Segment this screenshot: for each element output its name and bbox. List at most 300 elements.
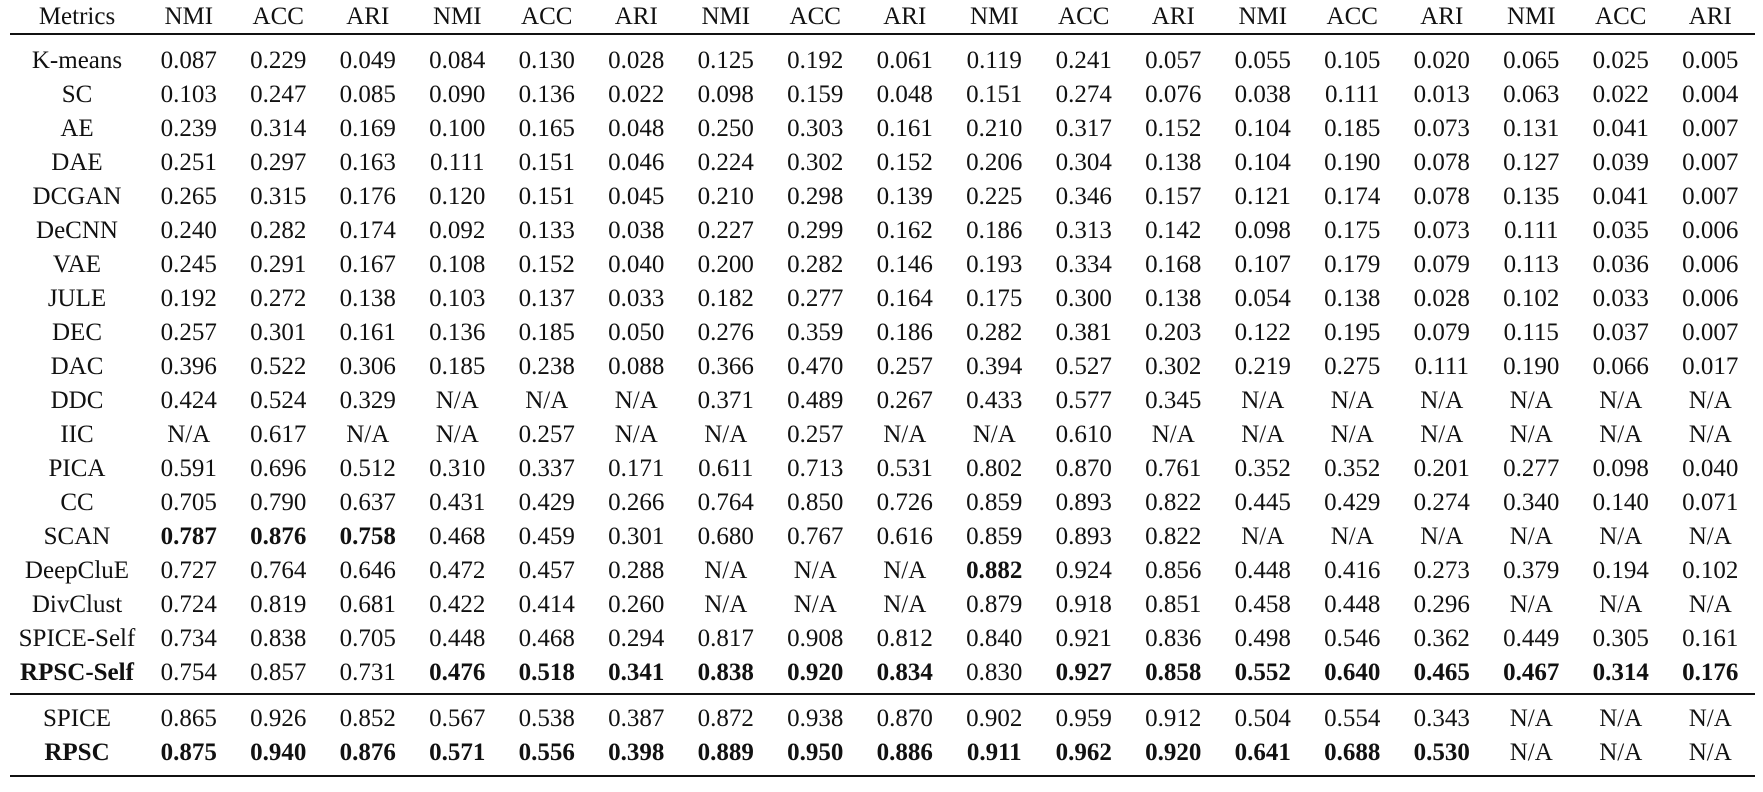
header-ari-11: ARI bbox=[1129, 0, 1219, 34]
metric-value: N/A bbox=[435, 420, 479, 448]
metric-value: N/A bbox=[1509, 522, 1553, 550]
metric-value: 0.819 bbox=[250, 590, 307, 618]
metric-value: 0.265 bbox=[160, 182, 217, 210]
metric-value: 0.224 bbox=[697, 148, 754, 176]
metric-value: N/A bbox=[525, 386, 569, 414]
metric-value: 0.726 bbox=[876, 488, 933, 516]
metric-value: N/A bbox=[704, 590, 748, 618]
metric-value: 0.241 bbox=[1055, 46, 1112, 74]
metric-value: 0.950 bbox=[771, 735, 861, 776]
full-methods-group bbox=[10, 694, 1755, 776]
metric-value: 0.611 bbox=[698, 454, 754, 482]
table-row bbox=[10, 179, 1755, 213]
metric-value: N/A bbox=[1688, 420, 1732, 448]
metric-value: N/A bbox=[435, 386, 479, 414]
metric-value: N/A bbox=[883, 590, 927, 618]
results-table-container bbox=[10, 0, 1755, 777]
table-row bbox=[10, 735, 1755, 776]
metric-value: 0.040 bbox=[608, 250, 665, 278]
metric-value: 0.135 bbox=[1503, 182, 1560, 210]
method-name: DEC bbox=[52, 318, 102, 346]
header-ari-14: ARI bbox=[1397, 0, 1487, 34]
metric-value: 0.098 bbox=[697, 80, 754, 108]
metric-value: 0.136 bbox=[429, 318, 486, 346]
table-row bbox=[10, 417, 1755, 451]
metric-value: 0.298 bbox=[787, 182, 844, 210]
metric-value: N/A bbox=[1509, 420, 1553, 448]
metric-value: N/A bbox=[793, 556, 837, 584]
metric-value: 0.063 bbox=[1503, 80, 1560, 108]
metric-value: 0.119 bbox=[966, 46, 1022, 74]
metric-value: 0.571 bbox=[413, 735, 503, 776]
metric-value: 0.078 bbox=[1413, 148, 1470, 176]
metric-value: 0.165 bbox=[518, 114, 575, 142]
metric-value: 0.065 bbox=[1503, 46, 1560, 74]
metric-value: 0.640 bbox=[1324, 658, 1381, 686]
metric-value: N/A bbox=[1420, 420, 1464, 448]
metric-value: 0.296 bbox=[1413, 590, 1470, 618]
metric-value: 0.317 bbox=[1055, 114, 1112, 142]
metric-value: 0.754 bbox=[160, 658, 217, 686]
metric-value: 0.448 bbox=[429, 624, 486, 652]
metric-value: 0.902 bbox=[950, 694, 1040, 735]
metric-value: 0.079 bbox=[1413, 250, 1470, 278]
metric-value: 0.591 bbox=[160, 454, 217, 482]
metric-value: 0.033 bbox=[608, 284, 665, 312]
metric-value: 0.724 bbox=[160, 590, 217, 618]
metric-value: 0.567 bbox=[413, 694, 503, 735]
metric-value: N/A bbox=[1688, 590, 1732, 618]
metric-value: 0.705 bbox=[160, 488, 217, 516]
table-row bbox=[10, 315, 1755, 349]
metric-value: 0.169 bbox=[339, 114, 396, 142]
metric-value: N/A bbox=[1666, 694, 1756, 735]
metric-value: 0.927 bbox=[1055, 658, 1112, 686]
metric-value: 0.090 bbox=[429, 80, 486, 108]
metric-value: 0.140 bbox=[1592, 488, 1649, 516]
metric-value: 0.049 bbox=[339, 46, 396, 74]
header-nmi-12: NMI bbox=[1218, 0, 1308, 34]
table-row bbox=[10, 77, 1755, 111]
metric-value: 0.225 bbox=[966, 182, 1023, 210]
metric-value: 0.022 bbox=[1592, 80, 1649, 108]
metric-value: 0.300 bbox=[1055, 284, 1112, 312]
metric-value: 0.176 bbox=[1682, 658, 1739, 686]
metric-value: N/A bbox=[1487, 735, 1577, 776]
metric-value: 0.250 bbox=[697, 114, 754, 142]
table-row bbox=[10, 621, 1755, 655]
metric-value: 0.882 bbox=[966, 556, 1023, 584]
metric-value: 0.239 bbox=[160, 114, 217, 142]
metric-value: 0.162 bbox=[876, 216, 933, 244]
metric-value: 0.076 bbox=[1145, 80, 1202, 108]
table-row bbox=[10, 34, 1755, 77]
metric-value: 0.006 bbox=[1682, 216, 1739, 244]
metric-value: 0.962 bbox=[1039, 735, 1129, 776]
metric-value: 0.713 bbox=[787, 454, 844, 482]
metric-value: 0.084 bbox=[429, 46, 486, 74]
metric-value: 0.764 bbox=[250, 556, 307, 584]
metric-value: 0.007 bbox=[1682, 114, 1739, 142]
metric-value: 0.104 bbox=[1234, 148, 1291, 176]
header-metrics: Metrics bbox=[10, 0, 144, 34]
metric-value: 0.035 bbox=[1592, 216, 1649, 244]
metric-value: 0.646 bbox=[339, 556, 396, 584]
metric-value: 0.020 bbox=[1413, 46, 1470, 74]
metric-value: 0.192 bbox=[160, 284, 217, 312]
metric-value: 0.194 bbox=[1592, 556, 1649, 584]
metric-value: 0.037 bbox=[1592, 318, 1649, 346]
header-acc-7: ACC bbox=[771, 0, 861, 34]
metric-value: 0.038 bbox=[608, 216, 665, 244]
metric-value: 0.616 bbox=[876, 522, 933, 550]
metric-value: 0.314 bbox=[250, 114, 307, 142]
metric-value: 0.458 bbox=[1234, 590, 1291, 618]
metric-value: 0.518 bbox=[518, 658, 575, 686]
metric-value: 0.893 bbox=[1055, 522, 1112, 550]
metric-value: 0.872 bbox=[681, 694, 771, 735]
table-row bbox=[10, 383, 1755, 417]
metric-value: 0.938 bbox=[771, 694, 861, 735]
table-row bbox=[10, 213, 1755, 247]
metric-value: 0.838 bbox=[250, 624, 307, 652]
metric-value: 0.637 bbox=[339, 488, 396, 516]
metric-value: N/A bbox=[883, 556, 927, 584]
metric-value: 0.161 bbox=[339, 318, 396, 346]
metric-value: 0.138 bbox=[1145, 284, 1202, 312]
metric-value: N/A bbox=[1241, 386, 1285, 414]
method-name: DeCNN bbox=[36, 216, 118, 244]
metric-value: 0.876 bbox=[323, 735, 413, 776]
metric-value: 0.185 bbox=[1324, 114, 1381, 142]
metric-value: 0.131 bbox=[1503, 114, 1560, 142]
metric-value: 0.006 bbox=[1682, 284, 1739, 312]
method-name: SPICE bbox=[10, 694, 144, 735]
metric-value: 0.164 bbox=[876, 284, 933, 312]
metric-value: 0.210 bbox=[697, 182, 754, 210]
metric-value: 0.185 bbox=[518, 318, 575, 346]
metric-value: 0.790 bbox=[250, 488, 307, 516]
method-name: SC bbox=[61, 80, 93, 108]
metric-value: 0.334 bbox=[1055, 250, 1112, 278]
metric-value: 0.641 bbox=[1218, 735, 1308, 776]
metric-value: 0.448 bbox=[1324, 590, 1381, 618]
metric-value: 0.045 bbox=[608, 182, 665, 210]
metric-value: 0.168 bbox=[1145, 250, 1202, 278]
metric-value: 0.088 bbox=[608, 352, 665, 380]
metric-value: 0.161 bbox=[1682, 624, 1739, 652]
metric-value: 0.394 bbox=[966, 352, 1023, 380]
metric-value: 0.448 bbox=[1234, 556, 1291, 584]
table-row bbox=[10, 111, 1755, 145]
metric-value: 0.219 bbox=[1234, 352, 1291, 380]
metric-value: 0.822 bbox=[1145, 488, 1202, 516]
metric-value: 0.912 bbox=[1129, 694, 1219, 735]
metric-value: 0.171 bbox=[608, 454, 665, 482]
metric-value: 0.113 bbox=[1503, 250, 1559, 278]
table-row bbox=[10, 145, 1755, 179]
header-ari-5: ARI bbox=[592, 0, 682, 34]
metric-value: 0.414 bbox=[518, 590, 575, 618]
metric-value: 0.055 bbox=[1234, 46, 1291, 74]
header-ari-8: ARI bbox=[860, 0, 950, 34]
metric-value: 0.468 bbox=[429, 522, 486, 550]
header-acc-4: ACC bbox=[502, 0, 592, 34]
metric-value: 0.297 bbox=[250, 148, 307, 176]
metric-value: 0.048 bbox=[876, 80, 933, 108]
method-name: K-means bbox=[31, 46, 123, 74]
metric-value: 0.041 bbox=[1592, 114, 1649, 142]
metric-value: 0.918 bbox=[1055, 590, 1112, 618]
metric-value: 0.315 bbox=[250, 182, 307, 210]
metric-value: 0.022 bbox=[608, 80, 665, 108]
metric-value: N/A bbox=[1576, 694, 1666, 735]
metric-value: 0.301 bbox=[608, 522, 665, 550]
metric-value: 0.920 bbox=[1129, 735, 1219, 776]
metric-value: 0.314 bbox=[1592, 658, 1649, 686]
metric-value: 0.111 bbox=[430, 148, 485, 176]
metric-value: 0.087 bbox=[160, 46, 217, 74]
metric-value: 0.352 bbox=[1324, 454, 1381, 482]
metric-value: 0.282 bbox=[250, 216, 307, 244]
metric-value: 0.046 bbox=[608, 148, 665, 176]
header-nmi-6: NMI bbox=[681, 0, 771, 34]
metric-value: N/A bbox=[883, 420, 927, 448]
metric-value: 0.870 bbox=[1055, 454, 1112, 482]
metric-value: 0.174 bbox=[339, 216, 396, 244]
metric-value: 0.921 bbox=[1055, 624, 1112, 652]
metric-value: 0.476 bbox=[429, 658, 486, 686]
metric-value: N/A bbox=[1599, 590, 1643, 618]
metric-value: 0.257 bbox=[160, 318, 217, 346]
metric-value: 0.238 bbox=[518, 352, 575, 380]
method-name: RPSC bbox=[10, 735, 144, 776]
metric-value: N/A bbox=[793, 590, 837, 618]
metric-value: 0.152 bbox=[1145, 114, 1202, 142]
metric-value: 0.192 bbox=[787, 46, 844, 74]
metric-value: 0.470 bbox=[787, 352, 844, 380]
metric-value: 0.893 bbox=[1055, 488, 1112, 516]
method-name: DivClust bbox=[31, 590, 123, 618]
metric-value: 0.688 bbox=[1308, 735, 1398, 776]
metric-value: 0.071 bbox=[1682, 488, 1739, 516]
metric-value: 0.276 bbox=[697, 318, 754, 346]
metric-value: 0.108 bbox=[429, 250, 486, 278]
metric-value: 0.138 bbox=[1145, 148, 1202, 176]
metric-value: 0.017 bbox=[1682, 352, 1739, 380]
metric-value: 0.102 bbox=[1503, 284, 1560, 312]
metric-value: 0.186 bbox=[876, 318, 933, 346]
metric-value: 0.838 bbox=[697, 658, 754, 686]
metric-value: 0.422 bbox=[429, 590, 486, 618]
metric-value: 0.705 bbox=[339, 624, 396, 652]
method-name: DAC bbox=[50, 352, 104, 380]
metric-value: N/A bbox=[1241, 522, 1285, 550]
metric-value: N/A bbox=[167, 420, 211, 448]
metric-value: 0.291 bbox=[250, 250, 307, 278]
header-acc-10: ACC bbox=[1039, 0, 1129, 34]
metric-value: 0.879 bbox=[966, 590, 1023, 618]
metric-value: 0.371 bbox=[697, 386, 754, 414]
metric-value: 0.107 bbox=[1234, 250, 1291, 278]
metric-value: 0.005 bbox=[1682, 46, 1739, 74]
metric-value: 0.758 bbox=[339, 522, 396, 550]
metric-value: 0.876 bbox=[250, 522, 307, 550]
metric-value: 0.498 bbox=[1234, 624, 1291, 652]
metric-value: 0.858 bbox=[1145, 658, 1202, 686]
metric-value: 0.102 bbox=[1682, 556, 1739, 584]
metric-value: N/A bbox=[1599, 420, 1643, 448]
method-name: SCAN bbox=[43, 522, 111, 550]
method-name: IIC bbox=[60, 420, 94, 448]
metric-value: 0.210 bbox=[966, 114, 1023, 142]
metric-value: 0.103 bbox=[160, 80, 217, 108]
metric-value: 0.379 bbox=[1503, 556, 1560, 584]
metric-value: 0.061 bbox=[876, 46, 933, 74]
metric-value: 0.028 bbox=[608, 46, 665, 74]
metric-value: 0.098 bbox=[1234, 216, 1291, 244]
metric-value: 0.680 bbox=[697, 522, 754, 550]
metric-value: N/A bbox=[1420, 522, 1464, 550]
metric-value: 0.175 bbox=[966, 284, 1023, 312]
metric-value: 0.130 bbox=[518, 46, 575, 74]
metric-value: 0.179 bbox=[1324, 250, 1381, 278]
metric-value: 0.424 bbox=[160, 386, 217, 414]
metric-value: 0.870 bbox=[860, 694, 950, 735]
metric-value: 0.310 bbox=[429, 454, 486, 482]
metric-value: 0.524 bbox=[250, 386, 307, 414]
metric-value: 0.138 bbox=[339, 284, 396, 312]
metric-value: 0.159 bbox=[787, 80, 844, 108]
table-row bbox=[10, 451, 1755, 485]
metric-value: 0.920 bbox=[787, 658, 844, 686]
metric-value: 0.190 bbox=[1324, 148, 1381, 176]
metric-value: 0.911 bbox=[950, 735, 1040, 776]
method-name: DCGAN bbox=[32, 182, 122, 210]
metric-value: N/A bbox=[1330, 522, 1374, 550]
header-row bbox=[10, 0, 1755, 34]
metric-value: 0.387 bbox=[592, 694, 682, 735]
metric-value: 0.802 bbox=[966, 454, 1023, 482]
header-acc-16: ACC bbox=[1576, 0, 1666, 34]
header-nmi-15: NMI bbox=[1487, 0, 1577, 34]
metric-value: 0.266 bbox=[608, 488, 665, 516]
metric-value: 0.294 bbox=[608, 624, 665, 652]
metric-value: 0.306 bbox=[339, 352, 396, 380]
metric-value: N/A bbox=[614, 386, 658, 414]
metric-value: 0.152 bbox=[876, 148, 933, 176]
metric-value: 0.305 bbox=[1592, 624, 1649, 652]
metric-value: 0.122 bbox=[1234, 318, 1291, 346]
metric-value: N/A bbox=[1509, 590, 1553, 618]
metric-value: 0.006 bbox=[1682, 250, 1739, 278]
metric-value: 0.859 bbox=[966, 522, 1023, 550]
metric-value: 0.468 bbox=[518, 624, 575, 652]
metric-value: 0.343 bbox=[1397, 694, 1487, 735]
table-row bbox=[10, 553, 1755, 587]
metric-value: 0.257 bbox=[876, 352, 933, 380]
metric-value: 0.025 bbox=[1592, 46, 1649, 74]
metric-value: N/A bbox=[1509, 386, 1553, 414]
metric-value: N/A bbox=[1599, 386, 1643, 414]
metric-value: 0.200 bbox=[697, 250, 754, 278]
metric-value: 0.007 bbox=[1682, 318, 1739, 346]
metric-value: 0.257 bbox=[518, 420, 575, 448]
metric-value: 0.163 bbox=[339, 148, 396, 176]
metric-value: N/A bbox=[1688, 522, 1732, 550]
metric-value: 0.057 bbox=[1145, 46, 1202, 74]
metric-value: 0.111 bbox=[1504, 216, 1559, 244]
metric-value: 0.151 bbox=[966, 80, 1023, 108]
metric-value: 0.926 bbox=[234, 694, 324, 735]
metric-value: 0.273 bbox=[1413, 556, 1470, 584]
metric-value: 0.875 bbox=[144, 735, 234, 776]
metric-value: 0.151 bbox=[518, 148, 575, 176]
metric-value: 0.577 bbox=[1055, 386, 1112, 414]
table-row bbox=[10, 247, 1755, 281]
metric-value: N/A bbox=[1666, 735, 1756, 776]
metric-value: 0.007 bbox=[1682, 182, 1739, 210]
metric-value: N/A bbox=[614, 420, 658, 448]
header-acc-13: ACC bbox=[1308, 0, 1398, 34]
metric-value: 0.836 bbox=[1145, 624, 1202, 652]
metric-value: 0.313 bbox=[1055, 216, 1112, 244]
header-ari-17: ARI bbox=[1666, 0, 1756, 34]
metric-value: 0.157 bbox=[1145, 182, 1202, 210]
metric-value: 0.260 bbox=[608, 590, 665, 618]
metric-value: 0.552 bbox=[1234, 658, 1291, 686]
metric-value: 0.100 bbox=[429, 114, 486, 142]
metric-value: 0.079 bbox=[1413, 318, 1470, 346]
metric-value: 0.304 bbox=[1055, 148, 1112, 176]
metric-value: 0.167 bbox=[339, 250, 396, 278]
metric-value: 0.465 bbox=[1413, 658, 1470, 686]
method-name: RPSC-Self bbox=[20, 658, 134, 686]
metric-value: 0.121 bbox=[1234, 182, 1291, 210]
metric-value: 0.066 bbox=[1592, 352, 1649, 380]
metric-value: 0.085 bbox=[339, 80, 396, 108]
metric-value: 0.004 bbox=[1682, 80, 1739, 108]
method-name: CC bbox=[60, 488, 94, 516]
header-nmi-3: NMI bbox=[413, 0, 503, 34]
metric-value: 0.457 bbox=[518, 556, 575, 584]
metric-value: 0.054 bbox=[1234, 284, 1291, 312]
metric-value: 0.185 bbox=[429, 352, 486, 380]
method-name: VAE bbox=[52, 250, 102, 278]
metric-value: 0.303 bbox=[787, 114, 844, 142]
metric-value: 0.195 bbox=[1324, 318, 1381, 346]
metric-value: N/A bbox=[1241, 420, 1285, 448]
metric-value: N/A bbox=[1420, 386, 1464, 414]
metric-value: 0.610 bbox=[1055, 420, 1112, 448]
metric-value: 0.041 bbox=[1592, 182, 1649, 210]
metric-value: 0.245 bbox=[160, 250, 217, 278]
metric-value: 0.152 bbox=[518, 250, 575, 278]
metric-value: 0.120 bbox=[429, 182, 486, 210]
metric-value: 0.175 bbox=[1324, 216, 1381, 244]
metric-value: 0.272 bbox=[250, 284, 307, 312]
metric-value: 0.151 bbox=[518, 182, 575, 210]
metric-value: 0.889 bbox=[681, 735, 771, 776]
metric-value: 0.288 bbox=[608, 556, 665, 584]
metric-value: 0.459 bbox=[518, 522, 575, 550]
metric-value: 0.527 bbox=[1055, 352, 1112, 380]
metric-value: 0.146 bbox=[876, 250, 933, 278]
metric-value: 0.174 bbox=[1324, 182, 1381, 210]
metric-value: 0.105 bbox=[1324, 46, 1381, 74]
metric-value: 0.136 bbox=[518, 80, 575, 108]
metric-value: 0.512 bbox=[339, 454, 396, 482]
